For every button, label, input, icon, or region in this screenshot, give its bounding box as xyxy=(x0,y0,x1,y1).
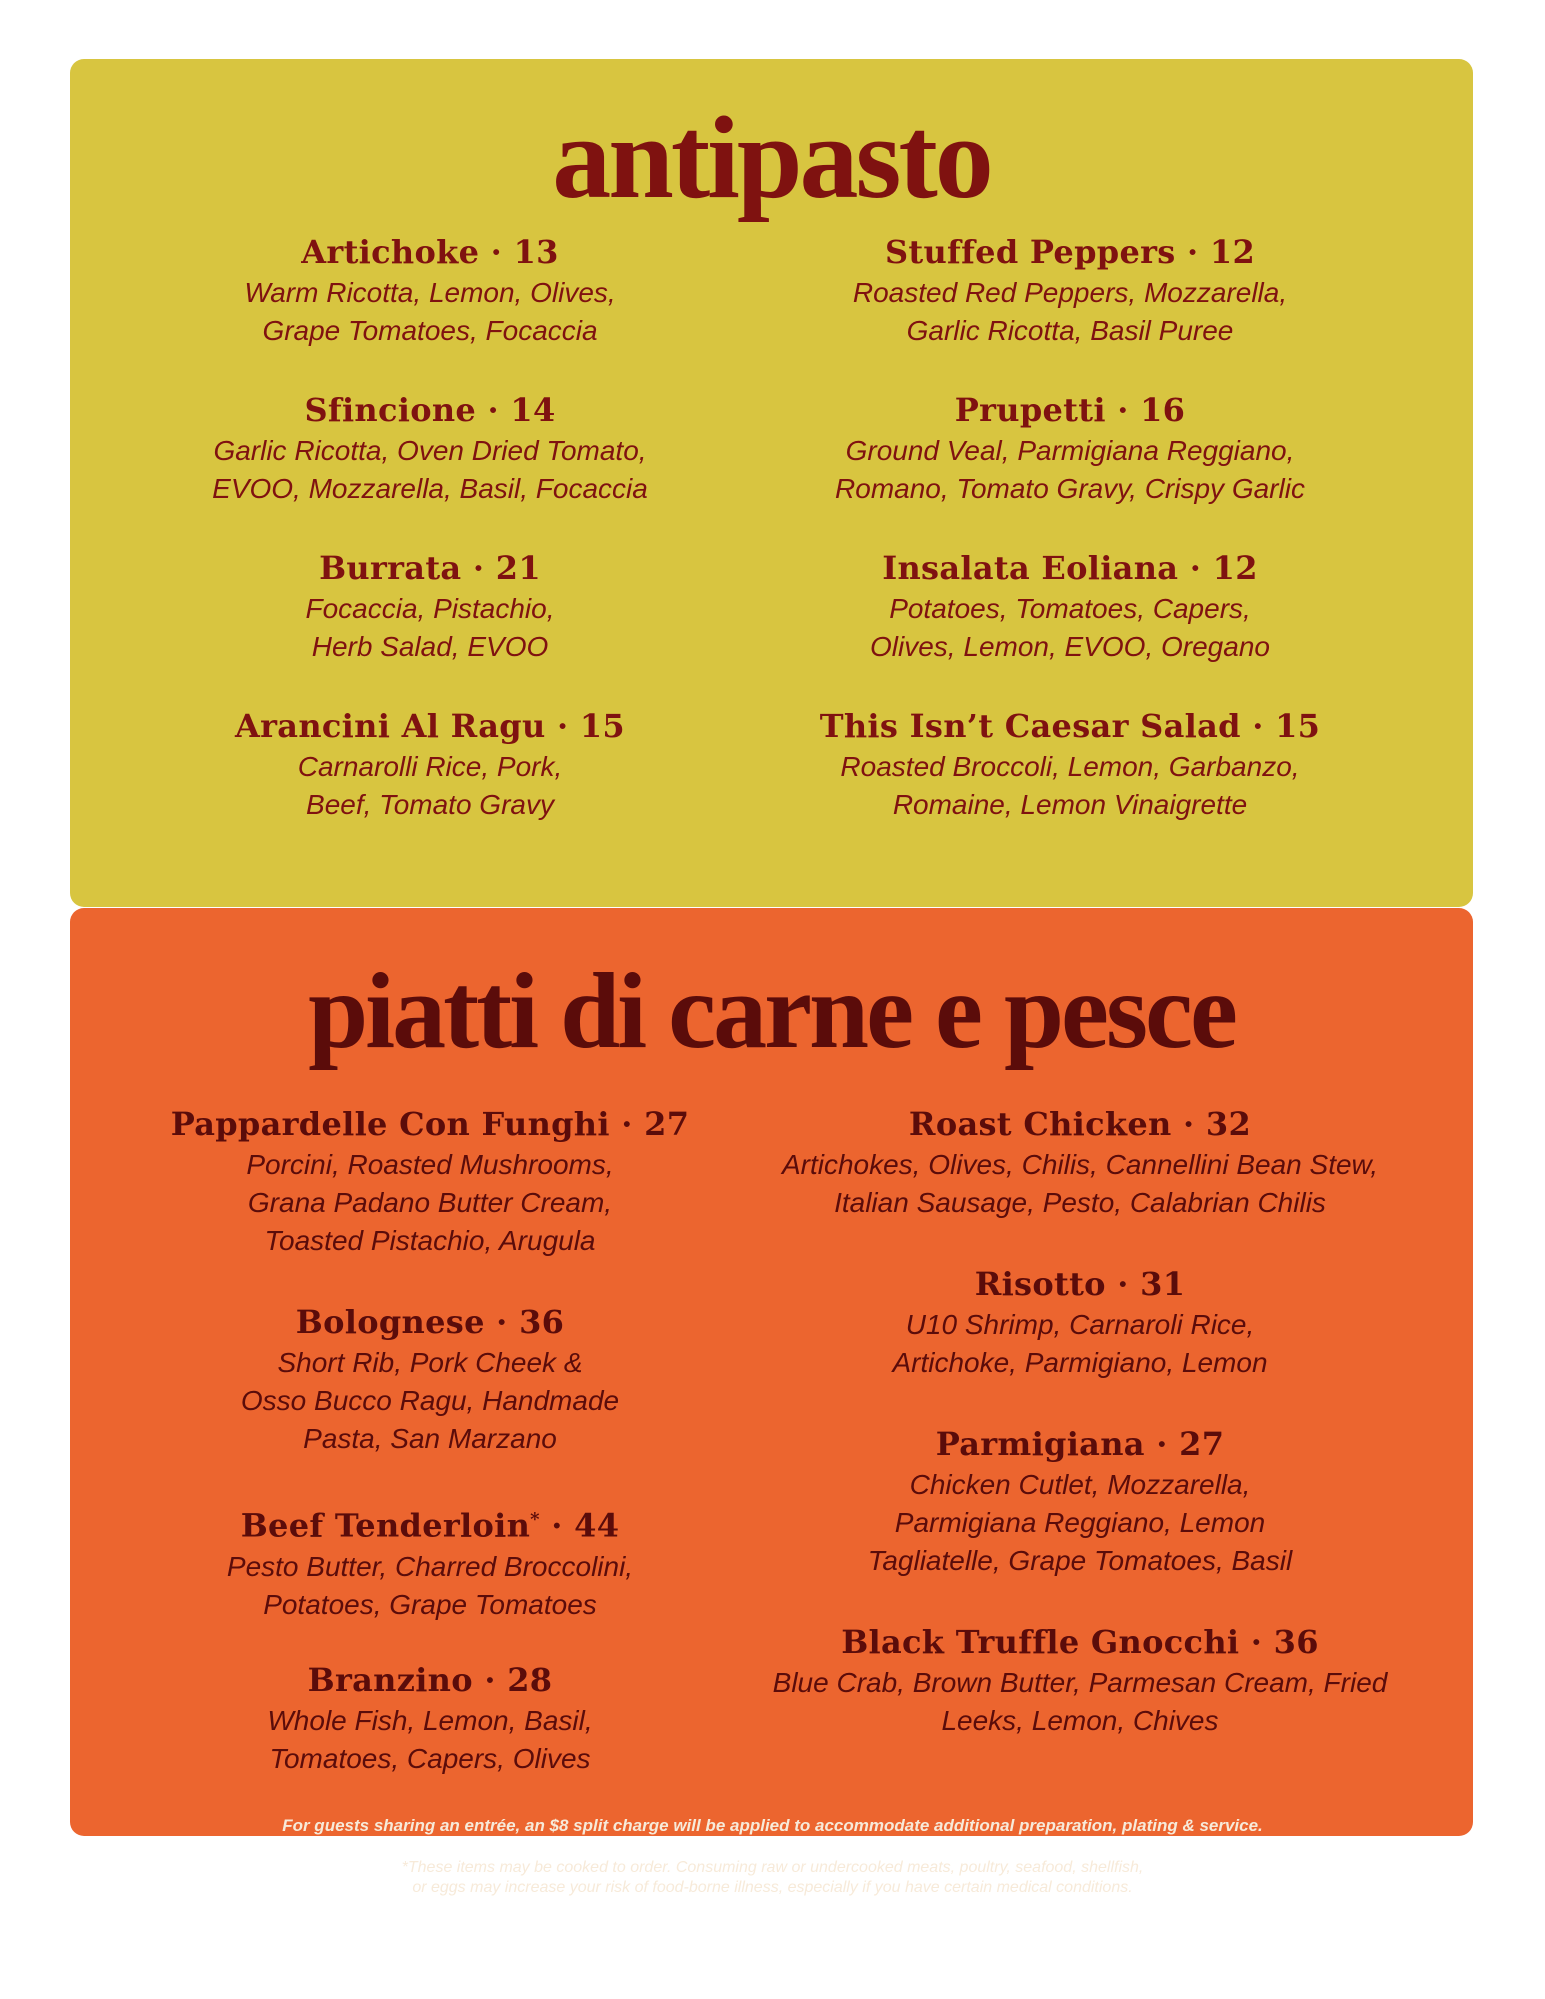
description-line: Toasted Pistachio, Arugula xyxy=(264,1225,596,1256)
menu-item xyxy=(130,706,730,864)
menu-item xyxy=(140,1104,720,1302)
description-line: U10 Shrimp, Carnaroli Rice, xyxy=(905,1309,1255,1340)
description-line: Artichokes, Olives, Chilis, Cannellini Bean Stew, xyxy=(781,1149,1379,1180)
menu-item-price: · 44 xyxy=(539,1506,620,1545)
description-line: Osso Bucco Ragu, Handmade xyxy=(240,1385,620,1416)
menu-item xyxy=(760,232,1380,390)
description-line: EVOO, Mozzarella, Basil, Focaccia xyxy=(212,473,648,504)
description-line: Romano, Tomato Gravy, Crispy Garlic xyxy=(835,473,1305,504)
description-line: Beef, Tomato Gravy xyxy=(306,789,554,820)
description-line: Pesto Butter, Charred Broccolini, xyxy=(226,1550,634,1582)
description-line: Short Rib, Pork Cheek & xyxy=(277,1347,583,1378)
description-line: Whole Fish, Lemon, Basil, xyxy=(267,1705,593,1736)
menu-item xyxy=(130,548,730,706)
description-line: Potatoes, Tomatoes, Capers, xyxy=(889,593,1251,624)
description-line: Pasta, San Marzano xyxy=(303,1423,557,1454)
menu-item-name: Parmigiana · 27 xyxy=(935,1425,1225,1463)
menu-item xyxy=(140,1500,720,1660)
menu-item xyxy=(140,1660,720,1820)
menu-item-name: Prupetti · 16 xyxy=(954,391,1186,429)
menu-item-name: Artichoke · 13 xyxy=(301,233,559,271)
menu-item xyxy=(140,1302,720,1500)
description-line: Warm Ricotta, Lemon, Olives, xyxy=(244,277,616,308)
carne-left-column xyxy=(140,1104,720,1820)
warning-line: *These items may be cooked to order. Consuming raw or undercooked meats, poultry, seafood, shellfish, xyxy=(401,1859,1144,1876)
menu-item xyxy=(760,548,1380,706)
menu-item-description xyxy=(760,748,1380,824)
menu-item-name: This Isn’t Caesar Salad · 15 xyxy=(819,707,1321,745)
antipasto-title: antipasto xyxy=(552,92,991,223)
menu-item-description xyxy=(730,1306,1430,1382)
description-line: Italian Sausage, Pesto, Calabrian Chilis xyxy=(834,1187,1326,1218)
description-line: Focaccia, Pistachio, xyxy=(305,593,555,624)
food-safety-warning xyxy=(0,1858,1545,1898)
description-line: Romaine, Lemon Vinaigrette xyxy=(892,789,1248,820)
menu-item xyxy=(730,1104,1430,1264)
menu-item xyxy=(730,1424,1430,1622)
description-line: Carnarolli Rice, Pork, xyxy=(297,751,563,782)
menu-item-name: Stuffed Peppers · 12 xyxy=(884,233,1256,271)
menu-item-name: Risotto · 31 xyxy=(974,1265,1186,1303)
menu-item-description xyxy=(760,590,1380,666)
description-line: Olives, Lemon, EVOO, Oregano xyxy=(870,631,1270,662)
carne-pesce-title: piatti di carne e pesce xyxy=(308,952,1235,1071)
description-line: Porcini, Roasted Mushrooms, xyxy=(246,1149,614,1180)
description-line: Leeks, Lemon, Chives xyxy=(941,1705,1219,1736)
menu-item-description xyxy=(730,1466,1430,1580)
menu-item xyxy=(730,1264,1430,1424)
description-line: Parmigiana Reggiano, Lemon xyxy=(894,1507,1266,1538)
description-line: Tagliatelle, Grape Tomatoes, Basil xyxy=(867,1545,1293,1576)
menu-item xyxy=(760,390,1380,548)
menu-item-description xyxy=(140,1702,720,1778)
menu-item-description xyxy=(130,748,730,824)
asterisk-mark: * xyxy=(530,1509,540,1530)
description-line: Ground Veal, Parmigiana Reggiano, xyxy=(845,435,1295,466)
menu-item-description xyxy=(760,274,1380,350)
description-line: Tomatoes, Capers, Olives xyxy=(269,1743,591,1774)
antipasto-left-column xyxy=(130,232,730,864)
menu-item-name-text: Beef Tenderloin xyxy=(240,1506,531,1545)
menu-item-name: Insalata Eoliana · 12 xyxy=(882,549,1258,587)
menu-item-description xyxy=(140,1344,720,1458)
description-line: Roasted Broccoli, Lemon, Garbanzo, xyxy=(840,751,1300,782)
carne-pesce-section xyxy=(70,908,1473,1836)
menu-item xyxy=(730,1622,1430,1782)
menu-item-name: Roast Chicken · 32 xyxy=(908,1105,1252,1143)
description-line: Artichoke, Parmigiano, Lemon xyxy=(892,1347,1268,1378)
description-line: Grana Padano Butter Cream, xyxy=(247,1187,613,1218)
antipasto-right-column xyxy=(760,232,1380,864)
menu-item xyxy=(760,706,1380,864)
description-line: Grape Tomatoes, Focaccia xyxy=(262,315,598,346)
menu-item-description xyxy=(130,274,730,350)
description-line: Herb Salad, EVOO xyxy=(311,631,549,662)
menu-item-description xyxy=(140,1548,720,1624)
description-line: Garlic Ricotta, Basil Puree xyxy=(906,315,1234,346)
menu-item-name: Black Truffle Gnocchi · 36 xyxy=(841,1623,1319,1661)
split-charge-note: For guests sharing an entrée, an $8 split charge will be applied to accommodate additional preparation, plating & service. xyxy=(282,1816,1263,1835)
menu-item-name: Arancini Al Ragu · 15 xyxy=(235,707,625,745)
menu-item-description xyxy=(730,1664,1430,1740)
menu-item-name: Bolognese · 36 xyxy=(295,1303,565,1341)
description-line: Garlic Ricotta, Oven Dried Tomato, xyxy=(213,435,647,466)
description-line: Blue Crab, Brown Butter, Parmesan Cream, Fried xyxy=(772,1667,1388,1698)
menu-item-description xyxy=(140,1146,720,1260)
warning-line: or eggs may increase your risk of food-borne illness, especially if you have certain medical conditions. xyxy=(412,1879,1133,1896)
menu-item-name xyxy=(140,1500,720,1546)
menu-item-name: Sfincione · 14 xyxy=(304,391,556,429)
antipasto-section xyxy=(70,59,1473,907)
menu-item-description xyxy=(730,1146,1430,1222)
menu-item-description xyxy=(130,432,730,508)
menu-item-name: Burrata · 21 xyxy=(319,549,541,587)
menu-item xyxy=(130,390,730,548)
menu-item-description xyxy=(130,590,730,666)
menu-item-name: Pappardelle Con Funghi · 27 xyxy=(170,1105,690,1143)
carne-right-column xyxy=(730,1104,1430,1782)
description-line: Chicken Cutlet, Mozzarella, xyxy=(909,1469,1251,1500)
menu-item-description xyxy=(760,432,1380,508)
description-line: Roasted Red Peppers, Mozzarella, xyxy=(852,277,1288,308)
menu-item xyxy=(130,232,730,390)
menu-item-name: Branzino · 28 xyxy=(307,1661,553,1699)
description-line: Potatoes, Grape Tomatoes xyxy=(263,1588,597,1620)
